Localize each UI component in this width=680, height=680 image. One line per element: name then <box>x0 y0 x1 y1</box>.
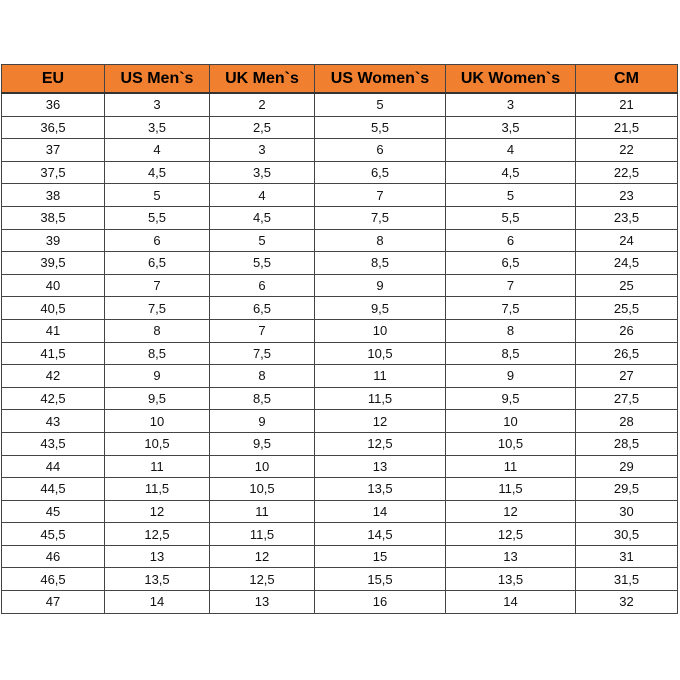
cell-uk-mens: 3,5 <box>210 161 315 184</box>
cell-us-mens: 6 <box>105 229 210 252</box>
cell-uk-womens: 14 <box>446 591 576 614</box>
cell-cm: 31,5 <box>576 568 678 591</box>
cell-cm: 27,5 <box>576 387 678 410</box>
cell-cm: 30,5 <box>576 523 678 546</box>
cell-us-mens: 14 <box>105 591 210 614</box>
cell-us-womens: 9 <box>315 274 446 297</box>
table-row <box>2 365 678 388</box>
cell-cm: 24 <box>576 229 678 252</box>
cell-uk-womens: 4,5 <box>446 161 576 184</box>
cell-eu: 41 <box>2 319 105 342</box>
cell-eu: 39 <box>2 229 105 252</box>
header-eu: EU <box>2 65 105 94</box>
cell-us-womens: 14,5 <box>315 523 446 546</box>
cell-us-womens: 14 <box>315 500 446 523</box>
cell-uk-mens: 7 <box>210 319 315 342</box>
cell-uk-womens: 8 <box>446 319 576 342</box>
cell-cm: 30 <box>576 500 678 523</box>
table-row <box>2 432 678 455</box>
cell-cm: 28 <box>576 410 678 433</box>
cell-cm: 29,5 <box>576 478 678 501</box>
table-row <box>2 455 678 478</box>
cell-eu: 41,5 <box>2 342 105 365</box>
cell-uk-mens: 6 <box>210 274 315 297</box>
table-body <box>2 93 678 613</box>
cell-us-womens: 11,5 <box>315 387 446 410</box>
cell-eu: 40,5 <box>2 297 105 320</box>
cell-us-womens: 5,5 <box>315 116 446 139</box>
cell-us-mens: 5 <box>105 184 210 207</box>
header-cm: CM <box>576 65 678 94</box>
table-row <box>2 568 678 591</box>
cell-uk-mens: 11,5 <box>210 523 315 546</box>
table-row <box>2 523 678 546</box>
header-uk-womens: UK Women`s <box>446 65 576 94</box>
cell-eu: 47 <box>2 591 105 614</box>
cell-us-womens: 16 <box>315 591 446 614</box>
cell-us-womens: 10 <box>315 319 446 342</box>
cell-uk-womens: 7,5 <box>446 297 576 320</box>
cell-uk-mens: 8,5 <box>210 387 315 410</box>
table-row <box>2 342 678 365</box>
cell-cm: 26 <box>576 319 678 342</box>
cell-us-mens: 9,5 <box>105 387 210 410</box>
cell-uk-mens: 11 <box>210 500 315 523</box>
table-row <box>2 184 678 207</box>
table-row <box>2 139 678 162</box>
header-uk-mens: UK Men`s <box>210 65 315 94</box>
header-us-mens: US Men`s <box>105 65 210 94</box>
cell-uk-mens: 7,5 <box>210 342 315 365</box>
cell-uk-mens: 2,5 <box>210 116 315 139</box>
header-row <box>2 65 678 94</box>
cell-cm: 21 <box>576 93 678 116</box>
cell-eu: 40 <box>2 274 105 297</box>
cell-us-mens: 3 <box>105 93 210 116</box>
cell-eu: 46 <box>2 545 105 568</box>
cell-us-mens: 13 <box>105 545 210 568</box>
table-row <box>2 591 678 614</box>
cell-uk-womens: 13,5 <box>446 568 576 591</box>
cell-eu: 46,5 <box>2 568 105 591</box>
cell-uk-womens: 5 <box>446 184 576 207</box>
cell-uk-mens: 13 <box>210 591 315 614</box>
cell-uk-mens: 10 <box>210 455 315 478</box>
table-row <box>2 116 678 139</box>
cell-eu: 37 <box>2 139 105 162</box>
cell-eu: 44,5 <box>2 478 105 501</box>
cell-us-mens: 4,5 <box>105 161 210 184</box>
cell-uk-mens: 8 <box>210 365 315 388</box>
cell-us-mens: 4 <box>105 139 210 162</box>
cell-uk-womens: 11 <box>446 455 576 478</box>
cell-uk-womens: 5,5 <box>446 206 576 229</box>
cell-eu: 42,5 <box>2 387 105 410</box>
cell-us-womens: 10,5 <box>315 342 446 365</box>
cell-eu: 45 <box>2 500 105 523</box>
cell-us-mens: 5,5 <box>105 206 210 229</box>
cell-uk-womens: 12,5 <box>446 523 576 546</box>
table-row <box>2 161 678 184</box>
cell-uk-womens: 10 <box>446 410 576 433</box>
cell-uk-womens: 13 <box>446 545 576 568</box>
cell-us-mens: 8,5 <box>105 342 210 365</box>
cell-eu: 37,5 <box>2 161 105 184</box>
table-row <box>2 319 678 342</box>
cell-cm: 22,5 <box>576 161 678 184</box>
table-row <box>2 545 678 568</box>
cell-cm: 29 <box>576 455 678 478</box>
cell-us-mens: 12 <box>105 500 210 523</box>
cell-uk-mens: 3 <box>210 139 315 162</box>
cell-us-womens: 12,5 <box>315 432 446 455</box>
cell-cm: 26,5 <box>576 342 678 365</box>
table-row <box>2 252 678 275</box>
cell-uk-womens: 10,5 <box>446 432 576 455</box>
cell-uk-womens: 11,5 <box>446 478 576 501</box>
cell-uk-mens: 5 <box>210 229 315 252</box>
cell-eu: 36 <box>2 93 105 116</box>
cell-cm: 31 <box>576 545 678 568</box>
cell-uk-mens: 12 <box>210 545 315 568</box>
size-chart-table <box>1 64 678 614</box>
table-row <box>2 387 678 410</box>
cell-us-mens: 12,5 <box>105 523 210 546</box>
table-row <box>2 297 678 320</box>
cell-us-mens: 6,5 <box>105 252 210 275</box>
cell-uk-womens: 6 <box>446 229 576 252</box>
cell-eu: 44 <box>2 455 105 478</box>
cell-eu: 43,5 <box>2 432 105 455</box>
cell-us-mens: 11,5 <box>105 478 210 501</box>
cell-cm: 25,5 <box>576 297 678 320</box>
table-row <box>2 478 678 501</box>
cell-us-womens: 15,5 <box>315 568 446 591</box>
table-row <box>2 274 678 297</box>
cell-uk-mens: 9 <box>210 410 315 433</box>
cell-us-mens: 9 <box>105 365 210 388</box>
cell-us-womens: 6 <box>315 139 446 162</box>
cell-us-womens: 15 <box>315 545 446 568</box>
cell-us-mens: 10,5 <box>105 432 210 455</box>
cell-uk-womens: 8,5 <box>446 342 576 365</box>
cell-uk-womens: 12 <box>446 500 576 523</box>
cell-eu: 42 <box>2 365 105 388</box>
cell-uk-womens: 9 <box>446 365 576 388</box>
cell-cm: 21,5 <box>576 116 678 139</box>
cell-us-womens: 12 <box>315 410 446 433</box>
table-row <box>2 93 678 116</box>
cell-uk-womens: 6,5 <box>446 252 576 275</box>
cell-cm: 27 <box>576 365 678 388</box>
cell-uk-mens: 6,5 <box>210 297 315 320</box>
cell-eu: 38,5 <box>2 206 105 229</box>
cell-us-mens: 7 <box>105 274 210 297</box>
cell-us-mens: 8 <box>105 319 210 342</box>
cell-uk-mens: 12,5 <box>210 568 315 591</box>
cell-cm: 32 <box>576 591 678 614</box>
cell-eu: 36,5 <box>2 116 105 139</box>
cell-us-womens: 8,5 <box>315 252 446 275</box>
table-row <box>2 500 678 523</box>
header-us-womens: US Women`s <box>315 65 446 94</box>
cell-uk-mens: 4,5 <box>210 206 315 229</box>
cell-us-womens: 7,5 <box>315 206 446 229</box>
cell-uk-womens: 9,5 <box>446 387 576 410</box>
cell-eu: 45,5 <box>2 523 105 546</box>
cell-us-mens: 11 <box>105 455 210 478</box>
cell-eu: 38 <box>2 184 105 207</box>
cell-uk-mens: 4 <box>210 184 315 207</box>
cell-us-womens: 11 <box>315 365 446 388</box>
cell-uk-mens: 10,5 <box>210 478 315 501</box>
cell-cm: 25 <box>576 274 678 297</box>
cell-cm: 23,5 <box>576 206 678 229</box>
cell-uk-womens: 4 <box>446 139 576 162</box>
cell-cm: 28,5 <box>576 432 678 455</box>
cell-uk-womens: 3,5 <box>446 116 576 139</box>
cell-cm: 23 <box>576 184 678 207</box>
cell-cm: 22 <box>576 139 678 162</box>
cell-us-womens: 13 <box>315 455 446 478</box>
cell-us-mens: 13,5 <box>105 568 210 591</box>
cell-cm: 24,5 <box>576 252 678 275</box>
cell-uk-mens: 2 <box>210 93 315 116</box>
cell-us-womens: 9,5 <box>315 297 446 320</box>
cell-eu: 39,5 <box>2 252 105 275</box>
cell-uk-womens: 7 <box>446 274 576 297</box>
cell-us-mens: 3,5 <box>105 116 210 139</box>
cell-us-mens: 10 <box>105 410 210 433</box>
cell-uk-mens: 9,5 <box>210 432 315 455</box>
table-row <box>2 229 678 252</box>
cell-us-womens: 6,5 <box>315 161 446 184</box>
table-row <box>2 410 678 433</box>
cell-us-mens: 7,5 <box>105 297 210 320</box>
cell-us-womens: 5 <box>315 93 446 116</box>
cell-uk-womens: 3 <box>446 93 576 116</box>
cell-uk-mens: 5,5 <box>210 252 315 275</box>
cell-us-womens: 7 <box>315 184 446 207</box>
table-row <box>2 206 678 229</box>
cell-us-womens: 8 <box>315 229 446 252</box>
cell-eu: 43 <box>2 410 105 433</box>
cell-us-womens: 13,5 <box>315 478 446 501</box>
